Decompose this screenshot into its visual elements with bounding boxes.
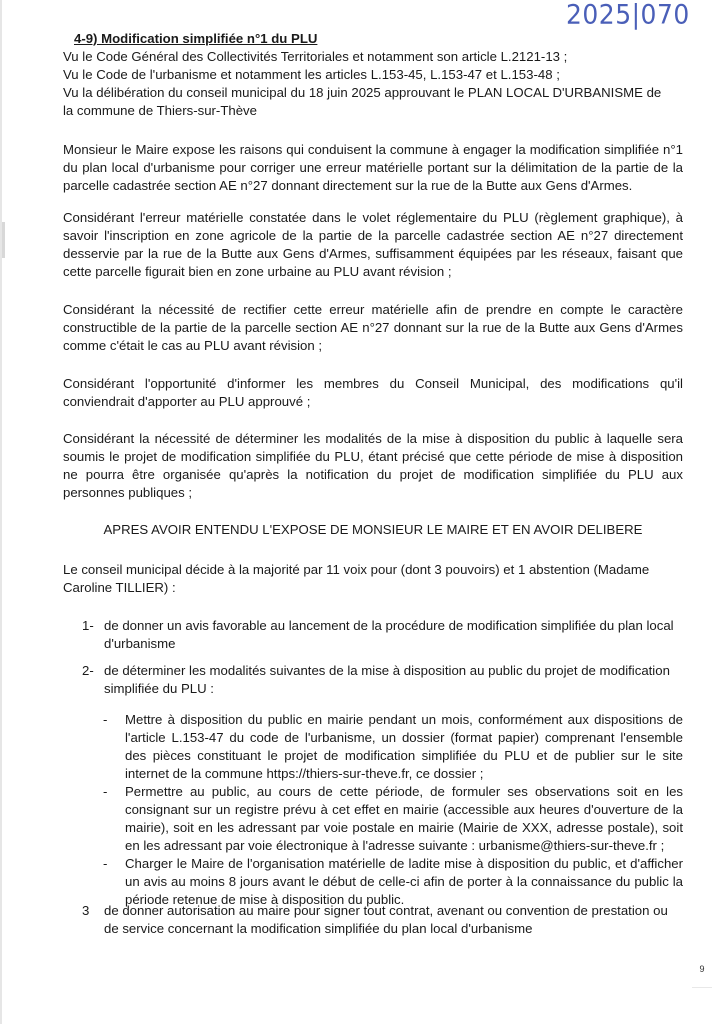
expose-text: Monsieur le Maire expose les raisons qui conduisent la commune à engager la modification simplifiée n°1 du plan local d'urbanisme pour corriger une erreur matérielle portant sur la délimitation de la partie de la parcelle cadastrée section AE n°27 donnant directement sur la rue de la Butte aux Gens d'Armes. bbox=[63, 142, 683, 193]
decision-number: 3 bbox=[82, 903, 90, 918]
considerant-paragraph bbox=[63, 430, 683, 502]
visa-line: Vu le Code de l'urbanisme et notamment les articles L.153-45, L.153-47 et L.153-48 ; bbox=[63, 67, 560, 82]
decision-text: de déterminer les modalités suivantes de la mise à disposition au public du projet de modification simplifiée du PLU : bbox=[104, 663, 670, 696]
decision-text: de donner autorisation au maire pour signer tout contrat, avenant ou convention de prestation ou de service concernant la modification simplifiée du plan local d'urbanisme bbox=[104, 903, 668, 936]
modalite-item bbox=[103, 855, 683, 909]
decision-number: 1- bbox=[82, 618, 94, 633]
considerant-paragraph bbox=[63, 209, 683, 281]
modalite-text: Permettre au public, au cours de cette période, de formuler ses observations soit en les consignant sur un registre prévu à cet effet en mairie (accessible aux heures d'ouverture de la mairie), soit en les adressant par voie postale en mairie (Mairie de XXX, adresse postale), soit en les adressant par voie électronique à l'adresse suivante : urbanisme@thiers-sur-theve.fr ; bbox=[125, 784, 683, 853]
expose-paragraph bbox=[63, 141, 683, 195]
handwritten-reference-number: 2025|070 bbox=[566, 0, 690, 30]
visa-line: Vu le Code Général des Collectivités Territoriales et notamment son article L.2121-13 ; bbox=[63, 49, 568, 64]
decision-item-3 bbox=[82, 902, 682, 938]
decision-intro bbox=[63, 561, 673, 597]
visas-block bbox=[63, 48, 683, 120]
considerant-paragraph bbox=[63, 375, 683, 411]
considerant-text: Considérant la nécessité de déterminer les modalités de la mise à disposition du public à laquelle sera soumis le projet de modification simplifiée du PLU, étant précisé que cette période de mise à disposition ne pourra être organisée qu'après la notification du projet de modification simplifiée du PLU aux personnes publiques ; bbox=[63, 431, 683, 500]
modalite-item bbox=[103, 783, 683, 855]
visa-line: Vu la délibération du conseil municipal du 18 juin 2025 approuvant le PLAN LOCAL D'URBANISME de la commune de Thiers-sur-Thève bbox=[63, 85, 662, 118]
considerant-paragraph bbox=[63, 301, 683, 355]
modalites-list bbox=[103, 711, 683, 909]
modalite-text: Charger le Maire de l'organisation matérielle de ladite mise à disposition du public, et d'afficher un avis au moins 8 jours avant le début de celle-ci afin de porter à la connaissance du public la période retenue de mise à disposition du public. bbox=[125, 856, 683, 907]
scan-left-edge bbox=[0, 0, 2, 1024]
decision-item-2 bbox=[82, 662, 682, 698]
bullet-dash: - bbox=[103, 856, 108, 871]
bullet-dash: - bbox=[103, 712, 108, 727]
decision-item-1 bbox=[82, 617, 682, 653]
deliberation-heading-text: APRES AVOIR ENTENDU L'EXPOSE DE MONSIEUR LE MAIRE ET EN AVOIR DELIBERE bbox=[103, 522, 643, 537]
page-number: 9 bbox=[692, 951, 712, 988]
modalite-text: Mettre à disposition du public en mairie pendant un mois, conformément aux dispositions de l'article L.153-47 du code de l'urbanisme, un dossier (format papier) comprenant l'ensemble des pièces constituant le projet de modification simplifiée du PLU et de publier sur le site internet de la commune https://thiers-sur-theve.fr, ce dossier ; bbox=[125, 712, 683, 781]
modalite-item bbox=[103, 711, 683, 783]
considerant-text: Considérant l'erreur matérielle constatée dans le volet réglementaire du PLU (règlement graphique), à savoir l'inscription en zone agricole de la partie de la parcelle cadastrée section AE n°27 directement desservie par la rue de la Butte aux Gens d'Armes, suffisamment équipées par les réseaux, faisant que cette parcelle figurait bien en zone urbaine au PLU avant révision ; bbox=[63, 210, 683, 279]
considerant-text: Considérant l'opportunité d'informer les membres du Conseil Municipal, des modifications qu'il conviendrait d'apporter au PLU approuvé ; bbox=[63, 376, 683, 409]
scan-artifact bbox=[2, 222, 5, 258]
deliberation-heading bbox=[63, 521, 683, 539]
considerant-text: Considérant la nécessité de rectifier cette erreur matérielle afin de prendre en compte le caractère constructible de la partie de la parcelle section AE n°27 donnant sur la rue de la Butte aux Gens d'Armes comme c'était le cas au PLU avant révision ; bbox=[63, 302, 683, 353]
section-title: 4-9) Modification simplifiée n°1 du PLU bbox=[74, 31, 318, 46]
decision-text: de donner un avis favorable au lancement de la procédure de modification simplifiée du plan local d'urbanisme bbox=[104, 618, 674, 651]
bullet-dash: - bbox=[103, 784, 108, 799]
decision-number: 2- bbox=[82, 663, 94, 678]
decision-intro-text: Le conseil municipal décide à la majorité par 11 voix pour (dont 3 pouvoirs) et 1 abstention (Madame Caroline TILLIER) : bbox=[63, 562, 650, 595]
